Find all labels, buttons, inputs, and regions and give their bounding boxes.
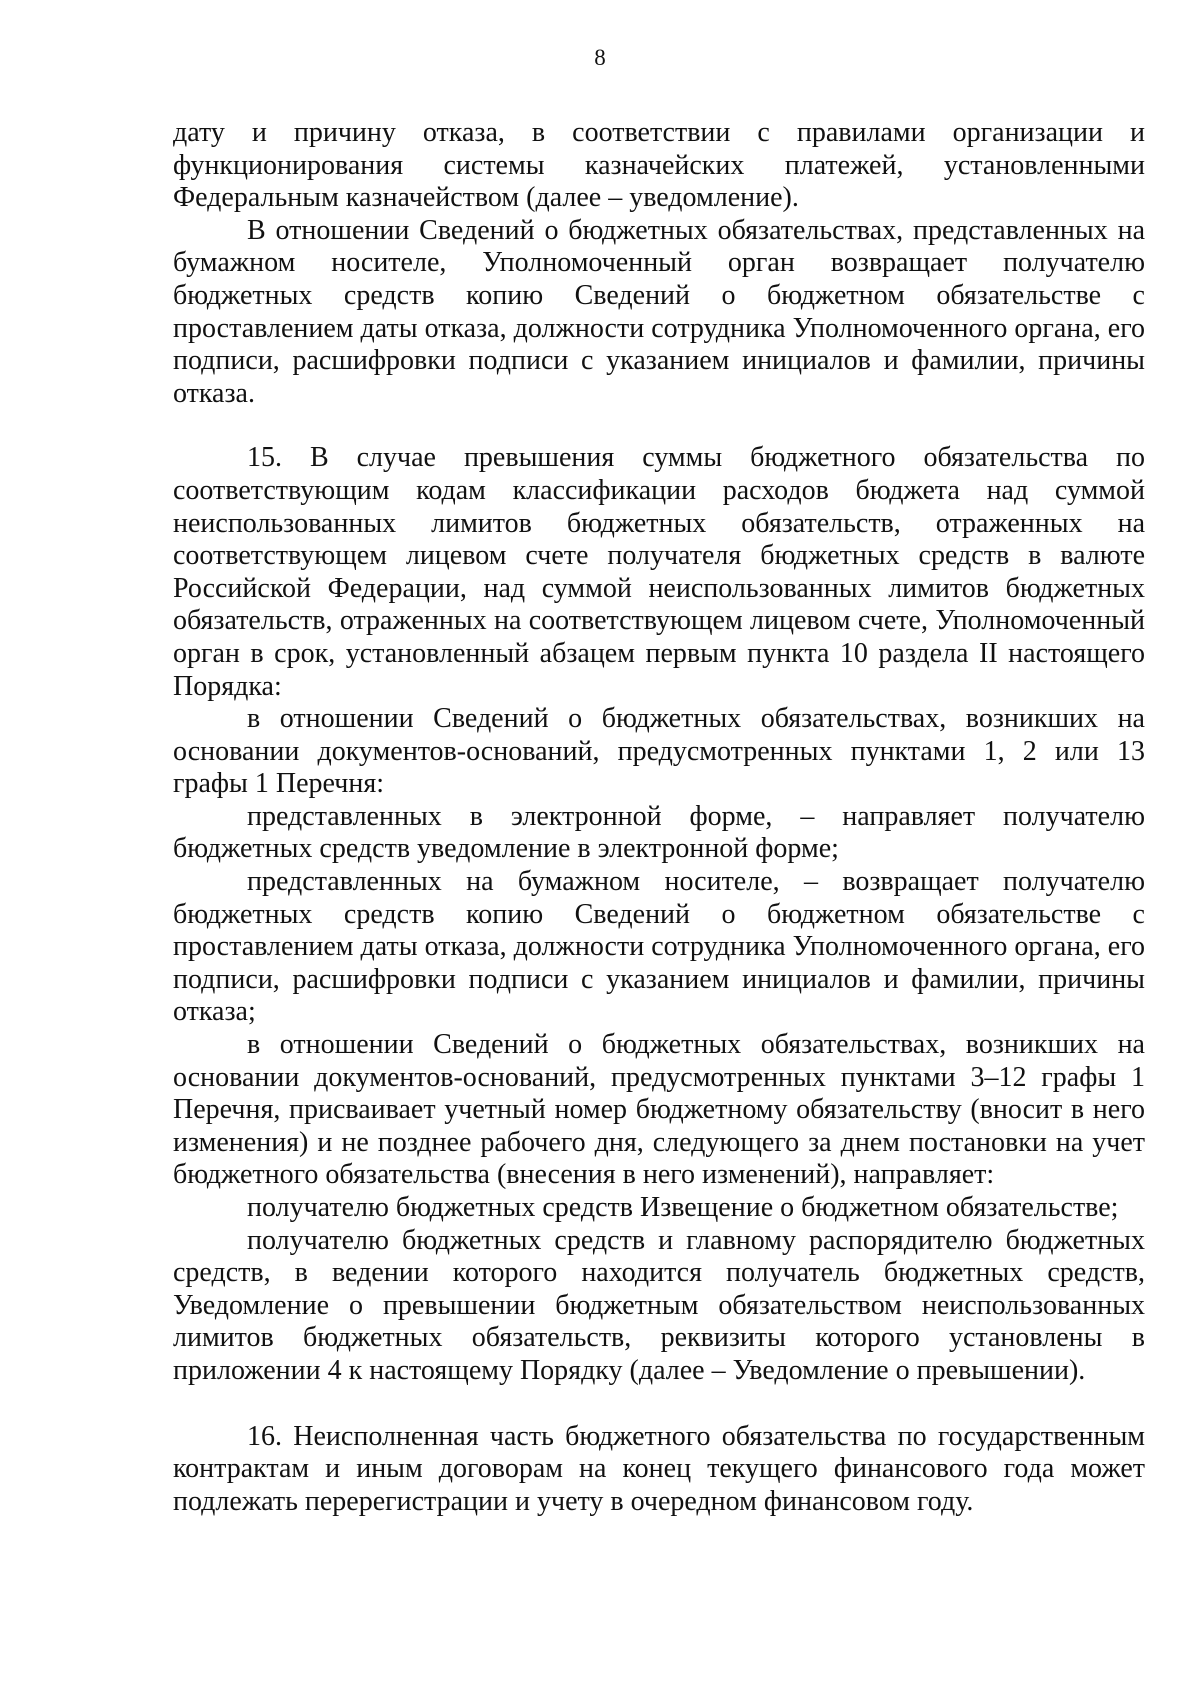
paragraph-excess-notification: получателю бюджетных средств и главному распорядителю бюджетных средств, в ведении которого находится получатель бюджетных средств, Уведомление о превышении бюджетным обязательством неиспользованных лимитов бюджетных обязательств, реквизиты которого установлены в приложении 4 к настоящему Порядку (далее – Уведомление о превышении).: [173, 1224, 1145, 1386]
page-number: 8: [594, 45, 606, 70]
paragraph-notice-recipient: получателю бюджетных средств Извещение о бюджетном обязательстве;: [247, 1192, 1119, 1223]
paragraph-paper-refusal: В отношении Сведений о бюджетных обязательствах, представленных на бумажном носителе, Уполномоченный орган возвращает получателю бюджетных средств копию Сведений о бюджетном обязательстве с проставлением даты отказа, должности сотрудника Уполномоченного органа, его подписи, расшифровки подписи с указанием инициалов и фамилии, причины отказа.: [173, 214, 1145, 409]
paragraph-item-16: 16. Неисполненная часть бюджетного обязательства по государственным контрактам и иным договорам на конец текущего финансового года может подлежать перерегистрации и учету в очередном финансовом году.: [173, 1420, 1145, 1517]
document-body: [173, 117, 1145, 1518]
paragraph-electronic-form: представленных в электронной форме, – направляет получателю бюджетных средств уведомление в электронной форме;: [173, 800, 1145, 865]
paragraph-item-15: 15. В случае превышения суммы бюджетного обязательства по соответствующим кодам классификации расходов бюджета над суммой неиспользованных лимитов бюджетных обязательств, отраженных на соответствующем лицевом счете получателя бюджетных средств в валюте Российской Федерации, над суммой неиспользованных лимитов бюджетных обязательств, отраженных на соответствующем лицевом счете, Уполномоченный орган в срок, установленный абзацем первым пункта 10 раздела II настоящего Порядка:: [173, 442, 1145, 702]
paragraph-continuation: дату и причину отказа, в соответствии с правилами организации и функционирования системы казначейских платежей, установленными Федеральным казначейством (далее – уведомление).: [173, 117, 1145, 214]
paragraph-item-15-subclause-1: в отношении Сведений о бюджетных обязательствах, возникших на основании документов-оснований, предусмотренных пунктами 1, 2 или 13 графы 1 Перечня:: [173, 703, 1145, 800]
paragraph-item-15-subclause-2: в отношении Сведений о бюджетных обязательствах, возникших на основании документов-оснований, предусмотренных пунктами 3–12 графы 1 Перечня, присваивает учетный номер бюджетному обязательству (вносит в него изменения) и не позднее рабочего дня, следующего за днем постановки на учет бюджетного обязательства (внесения в него изменений), направляет:: [173, 1029, 1145, 1191]
paragraph-paper-form: представленных на бумажном носителе, – возвращает получателю бюджетных средств копию Сведений о бюджетном обязательстве с проставлением даты отказа, должности сотрудника Уполномоченного органа, его подписи, расшифровки подписи с указанием инициалов и фамилии, причины отказа;: [173, 866, 1145, 1028]
